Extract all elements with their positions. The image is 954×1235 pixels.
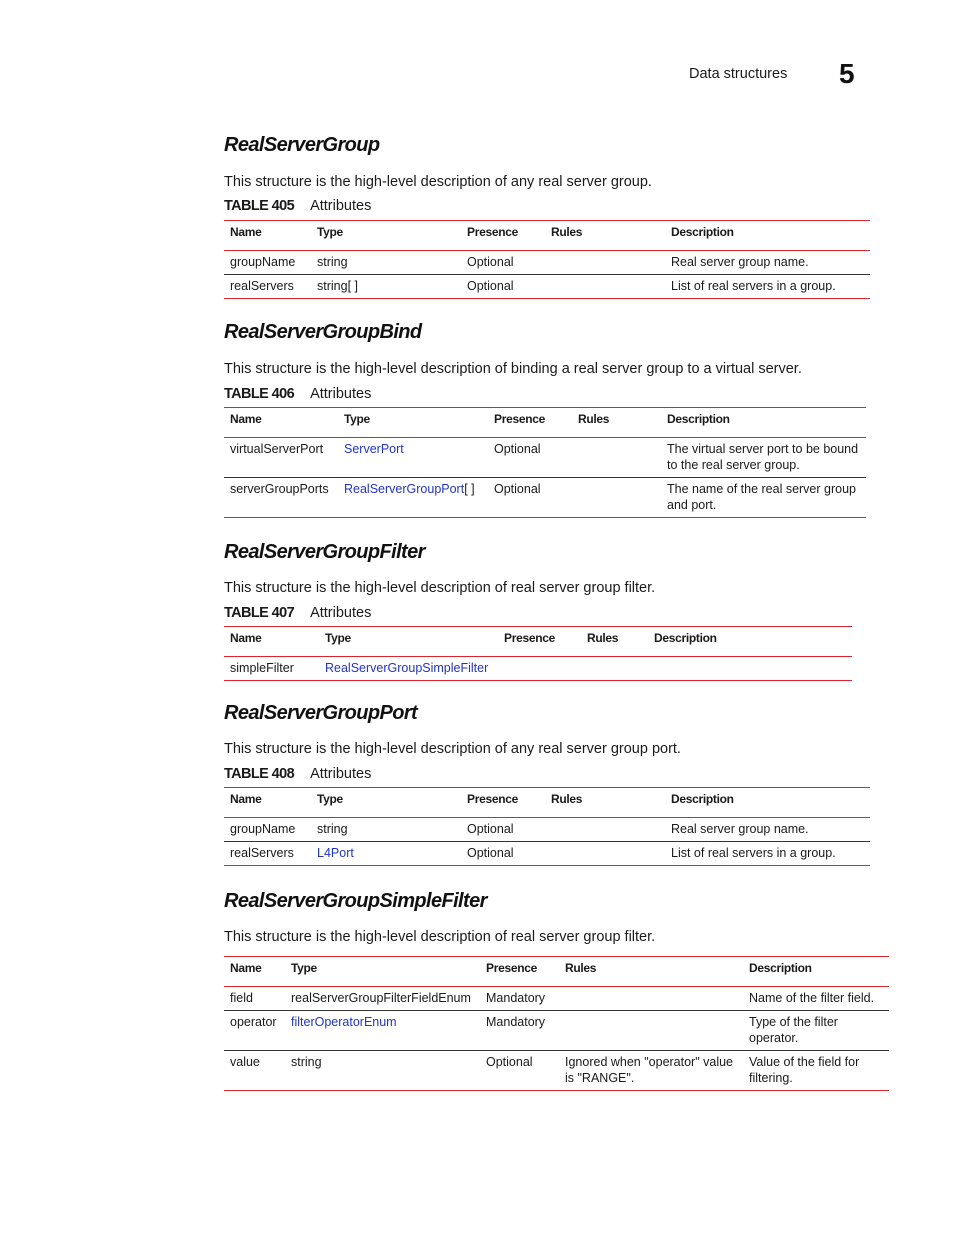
cell-description <box>648 657 852 681</box>
cell-presence <box>498 657 581 681</box>
attributes-table <box>224 626 852 681</box>
cell-name: operator <box>224 1011 285 1051</box>
section-description: This structure is the high-level description of real server group filter. <box>224 580 656 596</box>
section-name: Data structures <box>689 66 788 82</box>
section-title: RealServerGroupFilter <box>224 541 425 563</box>
table-caption <box>224 765 371 783</box>
type-suffix: [ ] <box>464 482 475 496</box>
cell-type: string <box>311 251 461 275</box>
section-realservergroupsimplefilter <box>224 890 889 1085</box>
cell-presence: Optional <box>486 1055 533 1069</box>
section-title: RealServerGroupSimpleFilter <box>224 890 487 912</box>
table-number: TABLE 406 <box>224 386 295 402</box>
section-title: RealServerGroup <box>224 134 380 156</box>
col-type: Type <box>311 788 461 818</box>
cell-description: The virtual server port to be bound to the real server group. <box>661 438 866 478</box>
col-presence: Presence <box>488 408 572 438</box>
cell-type <box>338 438 488 478</box>
cell-rules <box>545 275 665 299</box>
col-rules: Rules <box>572 408 661 438</box>
cell-name: virtualServerPort <box>224 438 338 478</box>
table-row <box>224 275 870 299</box>
section-title: RealServerGroupPort <box>224 702 418 724</box>
table-number: TABLE 405 <box>224 198 295 214</box>
cell-name: value <box>230 1055 260 1069</box>
col-type: Type <box>311 221 461 251</box>
cell-name: serverGroupPorts <box>230 482 329 496</box>
type-link[interactable]: filterOperatorEnum <box>291 1015 397 1029</box>
cell-rules <box>572 478 661 518</box>
table-header-row <box>224 788 870 818</box>
col-name: Name <box>224 221 311 251</box>
table-header-row <box>224 627 852 657</box>
col-presence: Presence <box>498 627 581 657</box>
cell-description: The name of the real server group and port. <box>667 482 856 512</box>
col-name: Name <box>224 408 338 438</box>
cell-description: List of real servers in a group. <box>671 279 836 293</box>
col-rules: Rules <box>559 957 743 987</box>
section-realservergroupfilter <box>224 541 852 675</box>
cell-presence: Optional <box>461 251 545 275</box>
attributes-table <box>224 956 889 1091</box>
table-row <box>224 1011 889 1051</box>
col-rules: Rules <box>545 788 665 818</box>
col-presence: Presence <box>461 221 545 251</box>
cell-rules <box>559 1011 743 1051</box>
section-realservergroupbind <box>224 321 866 512</box>
cell-type <box>319 657 498 681</box>
table-row <box>224 657 852 681</box>
attributes-table <box>224 407 866 518</box>
cell-name: realServers <box>230 846 294 860</box>
cell-rules <box>545 818 665 842</box>
table-row <box>224 1051 889 1091</box>
col-description: Description <box>743 957 889 987</box>
cell-type: string <box>291 1055 322 1069</box>
table-caption <box>224 604 371 622</box>
col-name: Name <box>224 957 285 987</box>
table-caption <box>224 385 371 403</box>
cell-presence: Mandatory <box>480 987 559 1011</box>
attributes-table <box>224 220 870 299</box>
table-caption-text: Attributes <box>310 766 372 782</box>
cell-type: realServerGroupFilterFieldEnum <box>285 987 480 1011</box>
cell-description: Value of the field for filtering. <box>749 1055 860 1085</box>
col-description: Description <box>661 408 866 438</box>
type-link[interactable]: RealServerGroupPort <box>344 482 465 496</box>
cell-description: Real server group name. <box>665 251 870 275</box>
table-number: TABLE 408 <box>224 766 295 782</box>
table-caption-text: Attributes <box>310 198 372 214</box>
col-type: Type <box>319 627 498 657</box>
cell-rules <box>545 251 665 275</box>
cell-presence: Optional <box>488 438 572 478</box>
table-header-row <box>224 221 870 251</box>
table-header-row <box>224 957 889 987</box>
cell-name: simpleFilter <box>230 661 294 675</box>
cell-description: Type of the filter operator. <box>743 1011 889 1051</box>
chapter-number: 5 <box>839 58 855 89</box>
section-description: This structure is the high-level description of any real server group. <box>224 174 652 190</box>
cell-type <box>338 478 488 518</box>
type-link[interactable]: L4Port <box>317 846 354 860</box>
table-row <box>224 251 870 275</box>
table-row <box>224 438 866 478</box>
cell-rules <box>572 438 661 478</box>
cell-rules <box>581 657 648 681</box>
cell-type <box>311 842 461 866</box>
cell-name: field <box>224 987 285 1011</box>
table-row <box>224 478 866 518</box>
page-header <box>0 58 954 88</box>
cell-presence: Mandatory <box>480 1011 559 1051</box>
section-title: RealServerGroupBind <box>224 321 422 343</box>
cell-description: List of real servers in a group. <box>671 846 836 860</box>
cell-type <box>285 1011 480 1051</box>
col-description: Description <box>665 221 870 251</box>
cell-presence: Optional <box>494 482 541 496</box>
col-presence: Presence <box>461 788 545 818</box>
cell-type: string <box>311 818 461 842</box>
table-header-row <box>224 408 866 438</box>
cell-presence: Optional <box>467 279 514 293</box>
cell-name: groupName <box>224 818 311 842</box>
type-link[interactable]: ServerPort <box>344 442 404 456</box>
cell-presence: Optional <box>461 818 545 842</box>
cell-rules: Ignored when "operator" value is "RANGE". <box>565 1055 734 1085</box>
section-description: This structure is the high-level description of real server group filter. <box>224 929 656 945</box>
table-caption <box>224 197 371 215</box>
cell-type: string[ ] <box>317 279 358 293</box>
attributes-table <box>224 787 870 866</box>
table-number: TABLE 407 <box>224 605 295 621</box>
section-realservergroup <box>224 134 870 293</box>
cell-description: Name of the filter field. <box>743 987 889 1011</box>
cell-name: groupName <box>224 251 311 275</box>
cell-name: realServers <box>230 279 294 293</box>
col-type: Type <box>338 408 488 438</box>
table-row <box>224 818 870 842</box>
table-caption-text: Attributes <box>310 386 372 402</box>
col-name: Name <box>224 627 319 657</box>
table-row <box>224 987 889 1011</box>
section-realservergroupport <box>224 702 870 860</box>
table-caption-text: Attributes <box>310 605 372 621</box>
type-link[interactable]: RealServerGroupSimpleFilter <box>325 661 489 675</box>
cell-rules <box>545 842 665 866</box>
col-name: Name <box>224 788 311 818</box>
cell-presence: Optional <box>467 846 514 860</box>
section-description: This structure is the high-level description of any real server group port. <box>224 741 681 757</box>
cell-description: Real server group name. <box>665 818 870 842</box>
cell-rules <box>559 987 743 1011</box>
col-type: Type <box>285 957 480 987</box>
section-description: This structure is the high-level description of binding a real server group to a virtual server. <box>224 361 802 377</box>
col-rules: Rules <box>545 221 665 251</box>
col-description: Description <box>665 788 870 818</box>
col-rules: Rules <box>581 627 648 657</box>
col-description: Description <box>648 627 852 657</box>
col-presence: Presence <box>480 957 559 987</box>
table-row <box>224 842 870 866</box>
